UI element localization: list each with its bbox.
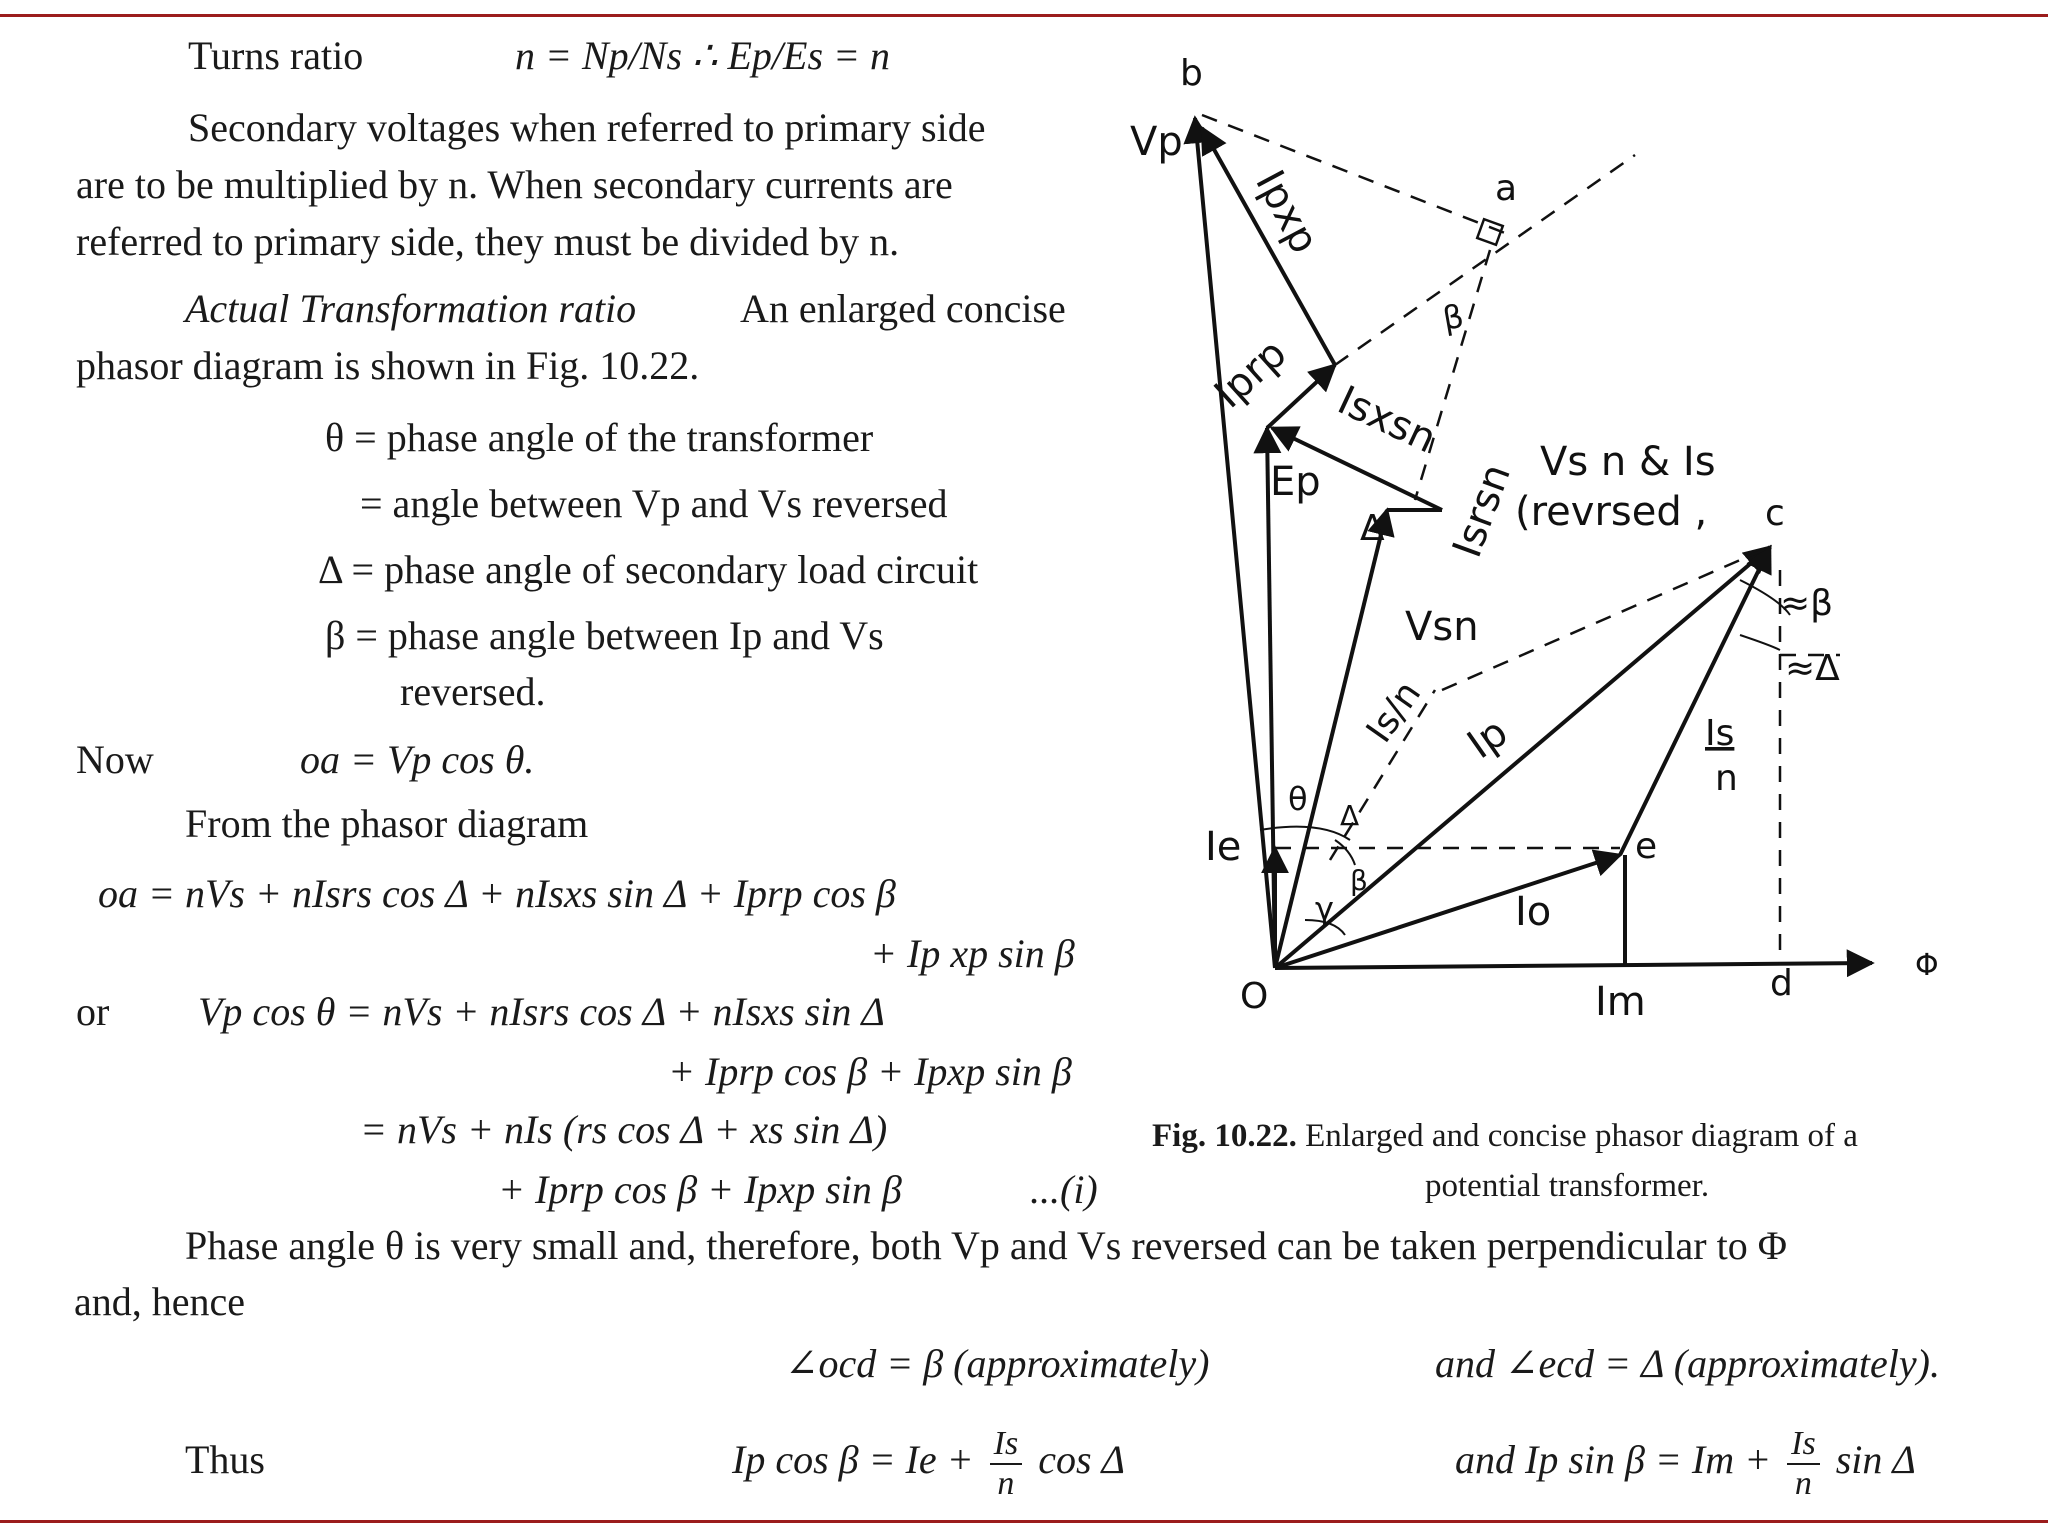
label-beta-top: β <box>1439 296 1467 338</box>
paragraph-line: Phase angle θ is very small and, therefore, both Vp and Vs reversed can be taken perpendicular to Φ <box>185 1223 1787 1268</box>
label-o: O <box>1240 976 1269 1017</box>
paragraph-line: are to be multiplied by n. When secondary currents are <box>76 162 953 207</box>
label-io: Io <box>1515 889 1552 935</box>
definition-theta-2: = angle between Vp and Vs reversed <box>360 481 948 526</box>
angle-ocd: ∠ocd = β (approximately) <box>785 1341 1210 1386</box>
turns-ratio-label: Turns ratio <box>188 33 364 78</box>
label-approx-beta: ≈β <box>1780 583 1834 624</box>
top-border <box>0 14 2048 17</box>
label-is-over-n: Is/n <box>1358 673 1430 751</box>
equation-oa-cont: + Ip xp sin β <box>870 931 1075 976</box>
fraction-is-over-n <box>990 1425 1023 1503</box>
label-is-frac-den: n <box>1715 758 1738 799</box>
label-vs-note-1: Vs n & Is <box>1540 439 1716 485</box>
label-ip: Ip <box>1459 709 1517 769</box>
paragraph-line: and, hence <box>74 1279 246 1324</box>
b-to-a <box>1202 115 1510 235</box>
caption-figure-number: Fig. 10.22. <box>1152 1118 1297 1154</box>
figure-caption <box>1152 1116 1858 1156</box>
label-c: c <box>1765 493 1785 534</box>
definition-delta: Δ = phase angle of secondary load circuit <box>318 547 979 592</box>
figure-caption-line-2: potential transformer. <box>1425 1168 1710 1204</box>
to-c-dashed <box>1442 547 1770 690</box>
is-over-n-phasor <box>1620 547 1770 855</box>
paragraph-line: referred to primary side, they must be divided by n. <box>76 219 900 264</box>
paragraph-line: phasor diagram is shown in Fig. 10.22. <box>76 343 700 388</box>
label-isrsn: Isrsn <box>1444 458 1520 564</box>
label-im: Im <box>1595 979 1646 1025</box>
equation-vp-2: = nVs + nIs (rs cos Δ + xs sin Δ) <box>360 1107 888 1152</box>
delta-arc-small <box>1335 840 1355 865</box>
eq-right: sin Δ <box>1835 1437 1916 1482</box>
label-beta-small: β <box>1350 864 1368 897</box>
paragraph-line: Secondary voltages when referred to primary side <box>188 105 986 150</box>
label-ipxp: Ipxp <box>1246 163 1328 261</box>
label-d: d <box>1770 963 1793 1004</box>
paragraph-line: An enlarged concise <box>740 286 1066 331</box>
angle-ecd: and ∠ecd = Δ (approximately). <box>1435 1341 1940 1386</box>
fraction-numerator: Is <box>990 1425 1023 1465</box>
label-vsn: Vsn <box>1405 604 1479 650</box>
equation-vp: Vp cos θ = nVs + nIsrs cos Δ + nIsxs sin Δ <box>198 989 885 1034</box>
fraction-denominator: n <box>997 1464 1015 1502</box>
label-theta: θ <box>1288 780 1308 818</box>
phasor-diagram <box>1130 40 2000 1040</box>
label-vs-note-2: (revrsed , <box>1515 489 1708 535</box>
label-b: b <box>1180 53 1203 94</box>
turns-ratio-equation: n = Np/Ns ∴ Ep/Es = n <box>515 33 891 78</box>
diagram-labels <box>1130 53 1939 1025</box>
equation-ref: ...(i) <box>1030 1167 1098 1212</box>
equation-oa: oa = nVs + nIsrs cos Δ + nIsxs sin Δ + Iprp cos β <box>98 871 896 916</box>
fraction-denominator: n <box>1794 1464 1812 1502</box>
definition-beta-2: reversed. <box>400 669 546 714</box>
equation-ip-sin <box>1455 1410 1916 1510</box>
bottom-border <box>0 1520 2048 1523</box>
label-e: e <box>1635 826 1658 867</box>
eq-left: and Ip sin β = Im + <box>1455 1437 1772 1482</box>
thus-label: Thus <box>185 1437 265 1482</box>
fraction-numerator: Is <box>1787 1425 1820 1465</box>
now-label: Now <box>76 737 154 782</box>
now-equation: oa = Vp cos θ. <box>300 737 535 782</box>
label-vp: Vp <box>1130 119 1183 165</box>
definition-theta: θ = phase angle of the transformer <box>325 415 874 460</box>
definition-beta: β = phase angle between Ip and Vs <box>325 613 884 658</box>
equation-vp-cont: + Iprp cos β + Ipxp sin β <box>668 1049 1072 1094</box>
fraction-is-over-n <box>1787 1425 1820 1503</box>
label-ep: Ep <box>1270 459 1321 505</box>
equation-ip-cos <box>732 1410 1125 1510</box>
from-phasor-line: From the phasor diagram <box>185 801 589 846</box>
eq-right: cos Δ <box>1038 1437 1125 1482</box>
section-heading: Actual Transformation ratio <box>185 286 637 331</box>
label-approx-delta: ≈Δ <box>1785 648 1840 689</box>
label-delta-small: Δ <box>1340 799 1360 832</box>
label-phi: Φ <box>1915 948 1939 983</box>
or-label: or <box>76 989 110 1034</box>
label-isxsn: Isxsn <box>1330 377 1444 463</box>
label-is-frac-num: Is <box>1705 713 1735 754</box>
caption-text: Enlarged and concise phasor diagram of a <box>1305 1118 1858 1154</box>
eq-left: Ip cos β = Ie + <box>732 1437 974 1482</box>
delta-arc-c <box>1740 635 1780 650</box>
label-gamma: γ <box>1315 890 1334 928</box>
rp-to-a <box>1335 155 1635 365</box>
label-a: a <box>1495 168 1518 209</box>
label-ie: Ie <box>1205 824 1242 870</box>
label-delta-top: Δ <box>1360 508 1385 549</box>
equation-vp-2-cont: + Iprp cos β + Ipxp sin β <box>498 1167 902 1212</box>
ip-xp-phasor <box>1202 128 1335 365</box>
label-iprp: Iprp <box>1205 330 1296 418</box>
